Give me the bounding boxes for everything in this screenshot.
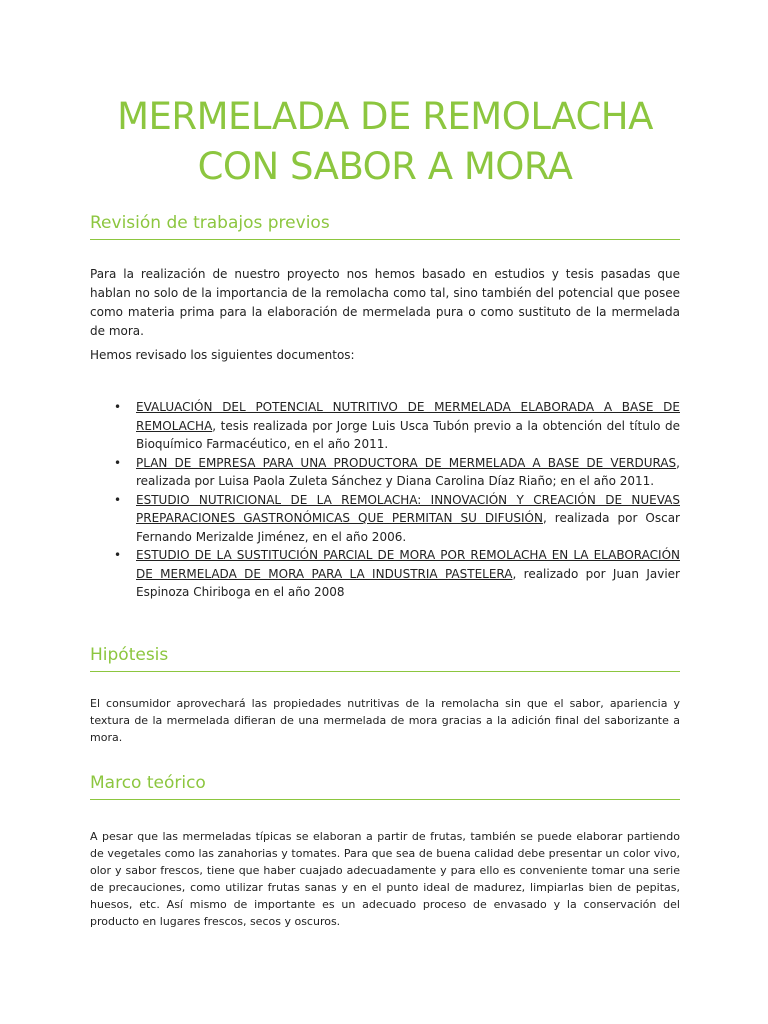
list-item <box>90 454 680 491</box>
bullet-icon: • <box>114 400 122 414</box>
document-details-4: , realizado por Juan Javier Espinoza Chiriboga en el año 2008 <box>136 566 680 599</box>
list-item <box>90 398 680 454</box>
list-item <box>90 491 680 547</box>
document-title-1: EVALUACIÓN DEL POTENCIAL NUTRITIVO DE MERMELADA ELABORADA A BASE DE REMOLACHA <box>136 400 680 433</box>
heading-hypothesis: Hipótesis <box>90 644 680 672</box>
bullet-icon: • <box>114 455 122 470</box>
paragraph-theory: A pesar que las mermeladas típicas se elaboran a partir de frutas, también se puede elaborar partiendo de vegetales como las zanahorias y tomates. Para que sea de buena calidad debe presentar un color vivo, olor y sabor frescos, tiene que haber cuajado adecuadamente y para ello es conveniente tomar una serie de precauciones, como utilizar frutas sanas y en el punto ideal de madurez, limpiarlas bien de pepitas, huesos, etc. Así mismo de importante es un adecuado proceso de envasado y la conservación del producto en lugares frescos, secos y oscuros. <box>90 830 680 928</box>
document-title-4: ESTUDIO DE LA SUSTITUCIÓN PARCIAL DE MORA POR REMOLACHA EN LA ELABORACIÓN DE MERMELADA DE MORA PARA LA INDUSTRIA PASTELERA <box>136 548 680 581</box>
document-details-2: , realizada por Luisa Paola Zuleta Sánchez y Diana Carolina Díaz Riaño; en el año 2011. <box>136 455 680 488</box>
document-details-3: , realizada por Oscar Fernando Merizalde Jiménez, en el año 2006. <box>136 511 680 544</box>
document-title: MERMELADA DE REMOLACHA CON SABOR A MORA <box>117 95 653 188</box>
paragraph-hypothesis: El consumidor aprovechará las propiedades nutritivas de la remolacha sin que el sabor, apariencia y textura de la mermelada difieran de una mermelada de mora gracias a la adición final del saborizante a mora. <box>90 697 680 744</box>
document-title-2: PLAN DE EMPRESA PARA UNA PRODUCTORA DE MERMELADA A BASE DE VERDURAS <box>136 455 677 470</box>
heading-theory: Marco teórico <box>90 772 680 800</box>
paragraph-previous-work-intro: Para la realización de nuestro proyecto nos hemos basado en estudios y tesis pasadas que hablan no solo de la importancia de la remolacha como tal, sino también del potencial que posee como materia prima para la elaboración de mermelada pura o como sustituto de la mermelada de mora. <box>90 267 680 338</box>
heading-previous-work: Revisión de trabajos previos <box>90 212 680 240</box>
document-details-1: , tesis realizada por Jorge Luis Usca Tubón previo a la obtención del título de Bioquímico Farmacéutico, en el año 2011. <box>136 418 680 451</box>
paragraph-documents-reviewed: Hemos revisado los siguientes documentos: <box>90 348 355 362</box>
bullet-icon: • <box>114 492 122 507</box>
document-title-3: ESTUDIO NUTRICIONAL DE LA REMOLACHA: INNOVACIÓN Y CREACIÓN DE NUEVAS PREPARACIONES GASTRONÓMICAS QUE PERMITAN SU DIFUSIÓN <box>136 492 680 525</box>
list-item <box>90 546 680 602</box>
bullet-icon: • <box>114 548 122 562</box>
reviewed-documents-list <box>90 398 680 602</box>
